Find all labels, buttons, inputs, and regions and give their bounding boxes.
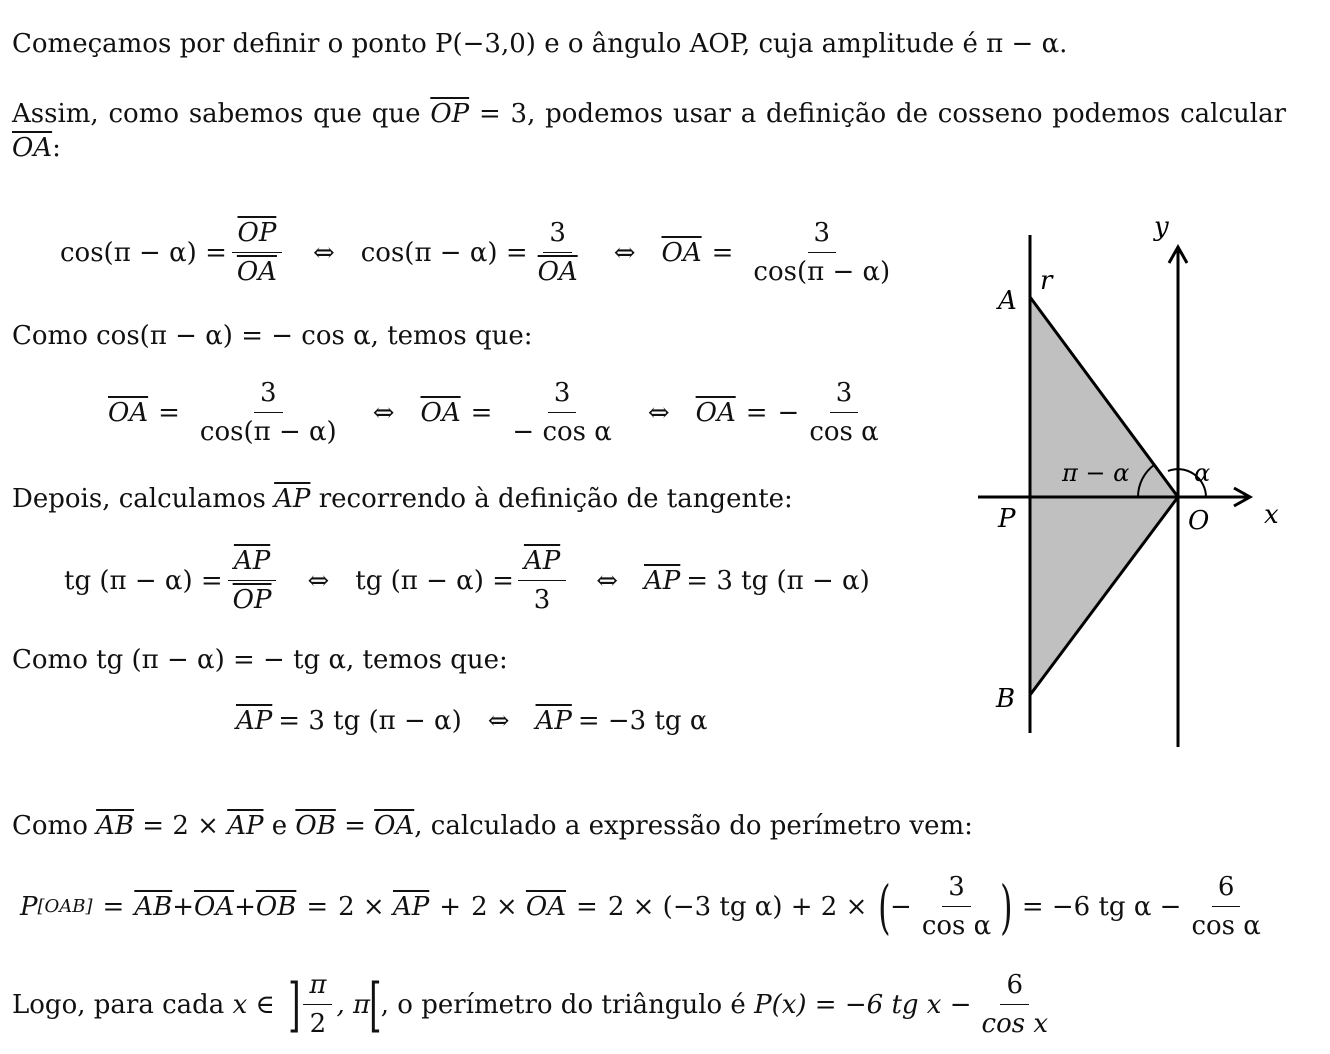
perim-two-times-1: 2 × bbox=[338, 891, 385, 922]
eq3-frac2-den: 3 bbox=[533, 585, 551, 615]
paragraph-5: Como tg (π − α) = − tg α, temos que: bbox=[12, 645, 508, 675]
perim-ab: $\overline{AB}$ bbox=[134, 891, 173, 922]
p7-comma-pi: , π bbox=[336, 989, 371, 1020]
equals-sign: = bbox=[576, 891, 598, 922]
p7-frac2-den: cos x bbox=[981, 1009, 1049, 1039]
plus-sign: + bbox=[234, 891, 256, 922]
plus-sign: + bbox=[439, 891, 462, 922]
p2-oa: $\overline{OA}$ bbox=[12, 133, 53, 163]
p6-text-d: = bbox=[344, 811, 366, 841]
label-b: B bbox=[996, 684, 1016, 714]
eq2-frac-2 bbox=[506, 378, 617, 447]
eq1-frac2-den: OA bbox=[537, 257, 578, 287]
equals-sign: = bbox=[470, 397, 493, 428]
label-y: y bbox=[1154, 212, 1169, 242]
eq2-frac2-num: 3 bbox=[548, 378, 577, 413]
eq2-frac1-den: cos(π − α) bbox=[199, 417, 337, 447]
label-a: A bbox=[998, 286, 1017, 316]
p7-text-a: Logo, para cada bbox=[12, 989, 225, 1020]
perim-expansion: 2 × (−3 tg α) + 2 × bbox=[607, 891, 868, 922]
eq1-oa: $\overline{OA}$ bbox=[661, 237, 702, 268]
right-paren: ) bbox=[1000, 872, 1013, 941]
iff-symbol: ⇔ bbox=[487, 706, 510, 736]
p7-frac2-num: 6 bbox=[1000, 970, 1029, 1005]
perim-frac-2 bbox=[1185, 872, 1266, 941]
perim-sub: [OAB] bbox=[37, 896, 93, 917]
eq2-frac3-num: 3 bbox=[830, 378, 859, 413]
iff-symbol: ⇔ bbox=[372, 397, 395, 428]
p7-frac-2 bbox=[976, 970, 1055, 1039]
equation-ap bbox=[236, 706, 707, 736]
eq4-mid: = 3 tg (π − α) bbox=[278, 706, 462, 736]
eq2-oa-3: $\overline{OA}$ bbox=[695, 397, 736, 428]
eq1-frac3-den: cos(π − α) bbox=[753, 257, 891, 287]
p2-text-a: Assim, como sabemos que que bbox=[12, 99, 421, 129]
perim-two-times-2: 2 × bbox=[471, 891, 518, 922]
p7-x-in: x ∈ bbox=[232, 989, 275, 1020]
equals-sign: = bbox=[158, 397, 180, 428]
eq4-ap-1: $\overline{AP}$ bbox=[236, 706, 273, 736]
equation-oa bbox=[108, 378, 889, 447]
p6-text-b: = 2 × bbox=[142, 811, 219, 841]
p6-ap: $\overline{AP}$ bbox=[227, 811, 264, 841]
p2-end: : bbox=[52, 133, 61, 163]
eq2-frac-3 bbox=[803, 378, 884, 447]
label-o: O bbox=[1188, 506, 1210, 536]
eq1-frac-1 bbox=[231, 218, 283, 287]
label-p: P bbox=[998, 504, 1016, 534]
eq2-oa-2: $\overline{OA}$ bbox=[420, 397, 461, 428]
eq4-rhs: = −3 tg α bbox=[577, 706, 708, 736]
eq1-frac1-den: OA bbox=[236, 257, 277, 287]
eq3-rhs: = 3 tg (π − α) bbox=[686, 565, 870, 596]
eq3-mid: tg (π − α) = bbox=[355, 565, 514, 596]
eq1-frac2-num: 3 bbox=[543, 218, 572, 253]
p6-text-c: e bbox=[271, 811, 288, 841]
p6-text-e: , calculado a expressão do perímetro vem: bbox=[414, 811, 973, 841]
close-bracket: [ bbox=[369, 970, 382, 1039]
eq4-ap-2: $\overline{AP}$ bbox=[535, 706, 572, 736]
p6-oa: $\overline{OA}$ bbox=[374, 811, 415, 841]
p4-text-b: recorrendo à definição de tangente: bbox=[318, 484, 793, 514]
eq2-frac2-den: − cos α bbox=[512, 417, 612, 447]
p7-frac-num: π bbox=[303, 970, 332, 1005]
p7-frac bbox=[303, 970, 332, 1039]
eq1-mid: cos(π − α) = bbox=[360, 237, 528, 268]
equals-sign: = bbox=[306, 891, 329, 922]
paragraph-2 bbox=[12, 97, 1286, 165]
perim-frac2-num: 6 bbox=[1212, 872, 1241, 907]
eq3-frac-2 bbox=[518, 546, 566, 615]
p4-ap: $\overline{AP}$ bbox=[274, 484, 311, 514]
paragraph-3: Como cos(π − α) = − cos α, temos que: bbox=[12, 321, 533, 351]
perim-result: = −6 tg α − bbox=[1021, 891, 1182, 922]
eq1-frac-2 bbox=[532, 218, 584, 287]
p7-frac-den: 2 bbox=[309, 1009, 327, 1039]
equals-sign: = bbox=[102, 891, 125, 922]
open-bracket: ] bbox=[287, 970, 301, 1039]
perim-ob: $\overline{OB}$ bbox=[255, 891, 297, 922]
iff-symbol: ⇔ bbox=[312, 237, 335, 268]
p2-text-b: = 3, podemos usar a definição de cosseno podemos calcular bbox=[478, 99, 1287, 129]
perim-frac1-den: cos α bbox=[921, 911, 992, 941]
equation-cosine bbox=[60, 218, 900, 287]
eq2-frac3-den: cos α bbox=[809, 417, 879, 447]
label-r: r bbox=[1040, 266, 1053, 296]
iff-symbol: ⇔ bbox=[596, 565, 618, 596]
p6-ab: $\overline{AB}$ bbox=[96, 811, 135, 841]
label-x: x bbox=[1264, 500, 1279, 530]
p2-op: $\overline{OP}$ bbox=[430, 99, 470, 129]
equals-sign: = bbox=[711, 237, 734, 268]
minus-sign: − bbox=[777, 397, 800, 428]
eq1-frac-3 bbox=[747, 218, 896, 287]
eq2-oa-1: $\overline{OA}$ bbox=[108, 397, 149, 428]
minus-sign: − bbox=[890, 891, 912, 922]
paragraph-4 bbox=[12, 482, 793, 516]
p6-text-a: Como bbox=[12, 811, 88, 841]
p7-text-b: , o perímetro do triângulo é bbox=[380, 989, 746, 1020]
eq2-frac1-num: 3 bbox=[254, 378, 283, 413]
eq3-ap: $\overline{AP}$ bbox=[644, 565, 681, 596]
perim-label: P bbox=[20, 891, 38, 922]
perim-oa-2: $\overline{OA}$ bbox=[525, 891, 567, 922]
equation-tangent bbox=[64, 546, 870, 615]
p4-text-a: Depois, calculamos bbox=[12, 484, 266, 514]
eq1-frac1-num: $\overline{OP}$ bbox=[232, 218, 283, 253]
equation-perimeter bbox=[20, 872, 1271, 941]
iff-symbol: ⇔ bbox=[613, 237, 636, 268]
eq3-frac-1 bbox=[227, 546, 278, 615]
eq2-frac-1 bbox=[194, 378, 343, 447]
eq3-frac2-num: $\overline{AP}$ bbox=[518, 546, 566, 581]
iff-symbol: ⇔ bbox=[647, 397, 670, 428]
eq3-frac1-num: $\overline{AP}$ bbox=[228, 546, 276, 581]
eq3-frac1-den: OP bbox=[232, 585, 272, 615]
eq3-lhs: tg (π − α) = bbox=[64, 565, 223, 596]
p7-px: P(x) = −6 tg x − bbox=[754, 989, 972, 1020]
perim-frac-1 bbox=[916, 872, 997, 941]
triangle-figure bbox=[972, 205, 1302, 765]
p6-ob: $\overline{OB}$ bbox=[295, 811, 336, 841]
eq1-lhs: cos(π − α) = bbox=[60, 237, 227, 268]
perim-ap: $\overline{AP}$ bbox=[392, 891, 430, 922]
iff-symbol: ⇔ bbox=[307, 565, 330, 596]
eq1-frac3-num: 3 bbox=[808, 218, 837, 253]
paragraph-7 bbox=[12, 970, 1058, 1039]
perim-frac2-den: cos α bbox=[1191, 911, 1261, 941]
perim-oa: $\overline{OA}$ bbox=[194, 891, 235, 922]
plus-sign: + bbox=[172, 891, 195, 922]
paragraph-6 bbox=[12, 809, 973, 843]
equals-sign: = bbox=[745, 397, 768, 428]
paragraph-1: Começamos por definir o ponto P(−3,0) e o ângulo AOP, cuja amplitude é π − α. bbox=[12, 29, 1068, 59]
left-paren: ( bbox=[878, 872, 891, 941]
perim-frac1-num: 3 bbox=[942, 872, 971, 907]
label-alpha: α bbox=[1194, 459, 1211, 487]
label-pi-minus-alpha: π − α bbox=[1062, 459, 1130, 487]
